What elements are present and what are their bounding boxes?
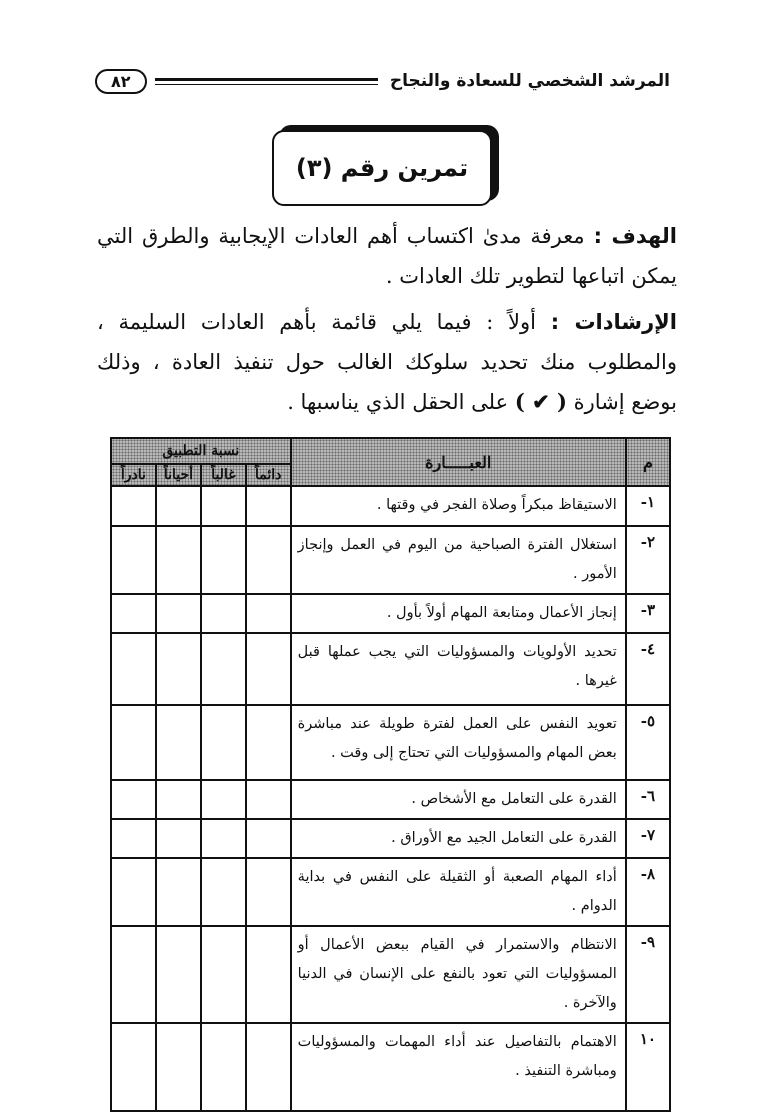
table-row <box>111 858 670 926</box>
column-header-statement: العبـــــارة <box>291 438 626 486</box>
row-statement: استغلال الفترة الصباحية من اليوم في العمل وإنجاز الأمور . <box>291 526 626 594</box>
column-header-rarely: نادراً <box>111 464 156 486</box>
check-cell-rarely[interactable] <box>111 705 156 780</box>
check-cell-rarely[interactable] <box>111 633 156 705</box>
check-cell-often[interactable] <box>201 819 246 858</box>
column-header-sometimes: أحياناً <box>156 464 201 486</box>
instructions-label: الإرشادات : <box>550 310 677 334</box>
check-cell-often[interactable] <box>201 926 246 1023</box>
check-cell-always[interactable] <box>246 633 291 705</box>
check-cell-rarely[interactable] <box>111 1023 156 1111</box>
check-cell-often[interactable] <box>201 705 246 780</box>
check-cell-sometimes[interactable] <box>156 705 201 780</box>
row-statement: تحديد الأولويات والمسؤوليات التي يجب عملها قبل غيرها . <box>291 633 626 705</box>
exercise-title-box <box>272 130 492 206</box>
check-cell-always[interactable] <box>246 1023 291 1111</box>
column-header-number: م <box>626 438 670 486</box>
row-number: ٧- <box>626 819 670 858</box>
page-number: ٨٢ <box>95 69 147 94</box>
check-cell-sometimes[interactable] <box>156 780 201 819</box>
row-number: ١- <box>626 486 670 526</box>
row-statement: الاستيقاظ مبكراً وصلاة الفجر في وقتها . <box>291 486 626 526</box>
row-number: ٥- <box>626 705 670 780</box>
check-cell-sometimes[interactable] <box>156 633 201 705</box>
table-row <box>111 486 670 526</box>
instructions-text: أولاً : فيما يلي قائمة بأهم العادات السليمة ، والمطلوب منك تحديد سلوكك الغالب حول تنفيذ العادة ، وذلك بوضع إشارة <box>97 310 677 414</box>
check-cell-often[interactable] <box>201 526 246 594</box>
check-cell-always[interactable] <box>246 486 291 526</box>
check-cell-sometimes[interactable] <box>156 819 201 858</box>
check-mark-symbol: ( ✔ ) <box>514 389 567 414</box>
row-number: ٨- <box>626 858 670 926</box>
book-title: المرشد الشخصي للسعادة والنجاح <box>389 71 670 91</box>
check-cell-always[interactable] <box>246 526 291 594</box>
habits-table <box>110 437 671 1112</box>
row-statement: القدرة على التعامل الجيد مع الأوراق . <box>291 819 626 858</box>
table-row <box>111 705 670 780</box>
row-number: ٢- <box>626 526 670 594</box>
check-cell-often[interactable] <box>201 858 246 926</box>
check-cell-always[interactable] <box>246 705 291 780</box>
column-header-always: دائماً <box>246 464 291 486</box>
check-cell-often[interactable] <box>201 486 246 526</box>
running-header <box>95 66 670 96</box>
check-cell-sometimes[interactable] <box>156 526 201 594</box>
check-cell-always[interactable] <box>246 858 291 926</box>
check-cell-sometimes[interactable] <box>156 858 201 926</box>
table-row <box>111 633 670 705</box>
row-number: ٦- <box>626 780 670 819</box>
check-cell-often[interactable] <box>201 780 246 819</box>
goal-label: الهدف : <box>593 224 677 248</box>
check-cell-rarely[interactable] <box>111 486 156 526</box>
table-row <box>111 1023 670 1111</box>
table-row <box>111 819 670 858</box>
row-statement: إنجاز الأعمال ومتابعة المهام أولاً بأول . <box>291 594 626 633</box>
check-cell-sometimes[interactable] <box>156 594 201 633</box>
table-row <box>111 526 670 594</box>
instructions-paragraph <box>97 302 677 422</box>
row-statement: تعويد النفس على العمل لفترة طويلة عند مباشرة بعض المهام والمسؤوليات التي تحتاج إلى وقت . <box>291 705 626 780</box>
table-row <box>111 926 670 1023</box>
goal-text: معرفة مدىٰ اكتساب أهم العادات الإيجابية والطرق التي يمكن اتباعها لتطوير تلك العادات . <box>97 224 677 288</box>
row-number: ٣- <box>626 594 670 633</box>
check-cell-always[interactable] <box>246 819 291 858</box>
row-statement: أداء المهام الصعبة أو الثقيلة على النفس في بداية الدوام . <box>291 858 626 926</box>
check-cell-sometimes[interactable] <box>156 486 201 526</box>
check-cell-rarely[interactable] <box>111 926 156 1023</box>
row-statement: الاهتمام بالتفاصيل عند أداء المهمات والمسؤوليات ومباشرة التنفيذ . <box>291 1023 626 1111</box>
check-cell-rarely[interactable] <box>111 526 156 594</box>
table-row <box>111 594 670 633</box>
check-cell-often[interactable] <box>201 1023 246 1111</box>
check-cell-often[interactable] <box>201 633 246 705</box>
exercise-title: تمرين رقم (٣) <box>295 154 469 182</box>
check-cell-always[interactable] <box>246 594 291 633</box>
check-cell-always[interactable] <box>246 780 291 819</box>
instructions-text-end: على الحقل الذي يناسبها . <box>287 390 509 414</box>
column-header-frequency-group: نسبة التطبيق <box>111 438 291 464</box>
check-cell-sometimes[interactable] <box>156 1023 201 1111</box>
header-rule <box>155 78 378 85</box>
row-number: ٩- <box>626 926 670 1023</box>
check-cell-rarely[interactable] <box>111 780 156 819</box>
check-cell-rarely[interactable] <box>111 858 156 926</box>
row-statement: القدرة على التعامل مع الأشخاص . <box>291 780 626 819</box>
check-cell-rarely[interactable] <box>111 594 156 633</box>
row-number: ١٠ <box>626 1023 670 1111</box>
row-number: ٤- <box>626 633 670 705</box>
column-header-often: غالباً <box>201 464 246 486</box>
check-cell-sometimes[interactable] <box>156 926 201 1023</box>
row-statement: الانتظام والاستمرار في القيام ببعض الأعمال أو المسؤوليات التي تعود بالنفع على الإنسان في الدنيا والآخرة . <box>291 926 626 1023</box>
goal-paragraph <box>97 216 677 296</box>
check-cell-often[interactable] <box>201 594 246 633</box>
check-cell-rarely[interactable] <box>111 819 156 858</box>
check-cell-always[interactable] <box>246 926 291 1023</box>
table-row <box>111 780 670 819</box>
